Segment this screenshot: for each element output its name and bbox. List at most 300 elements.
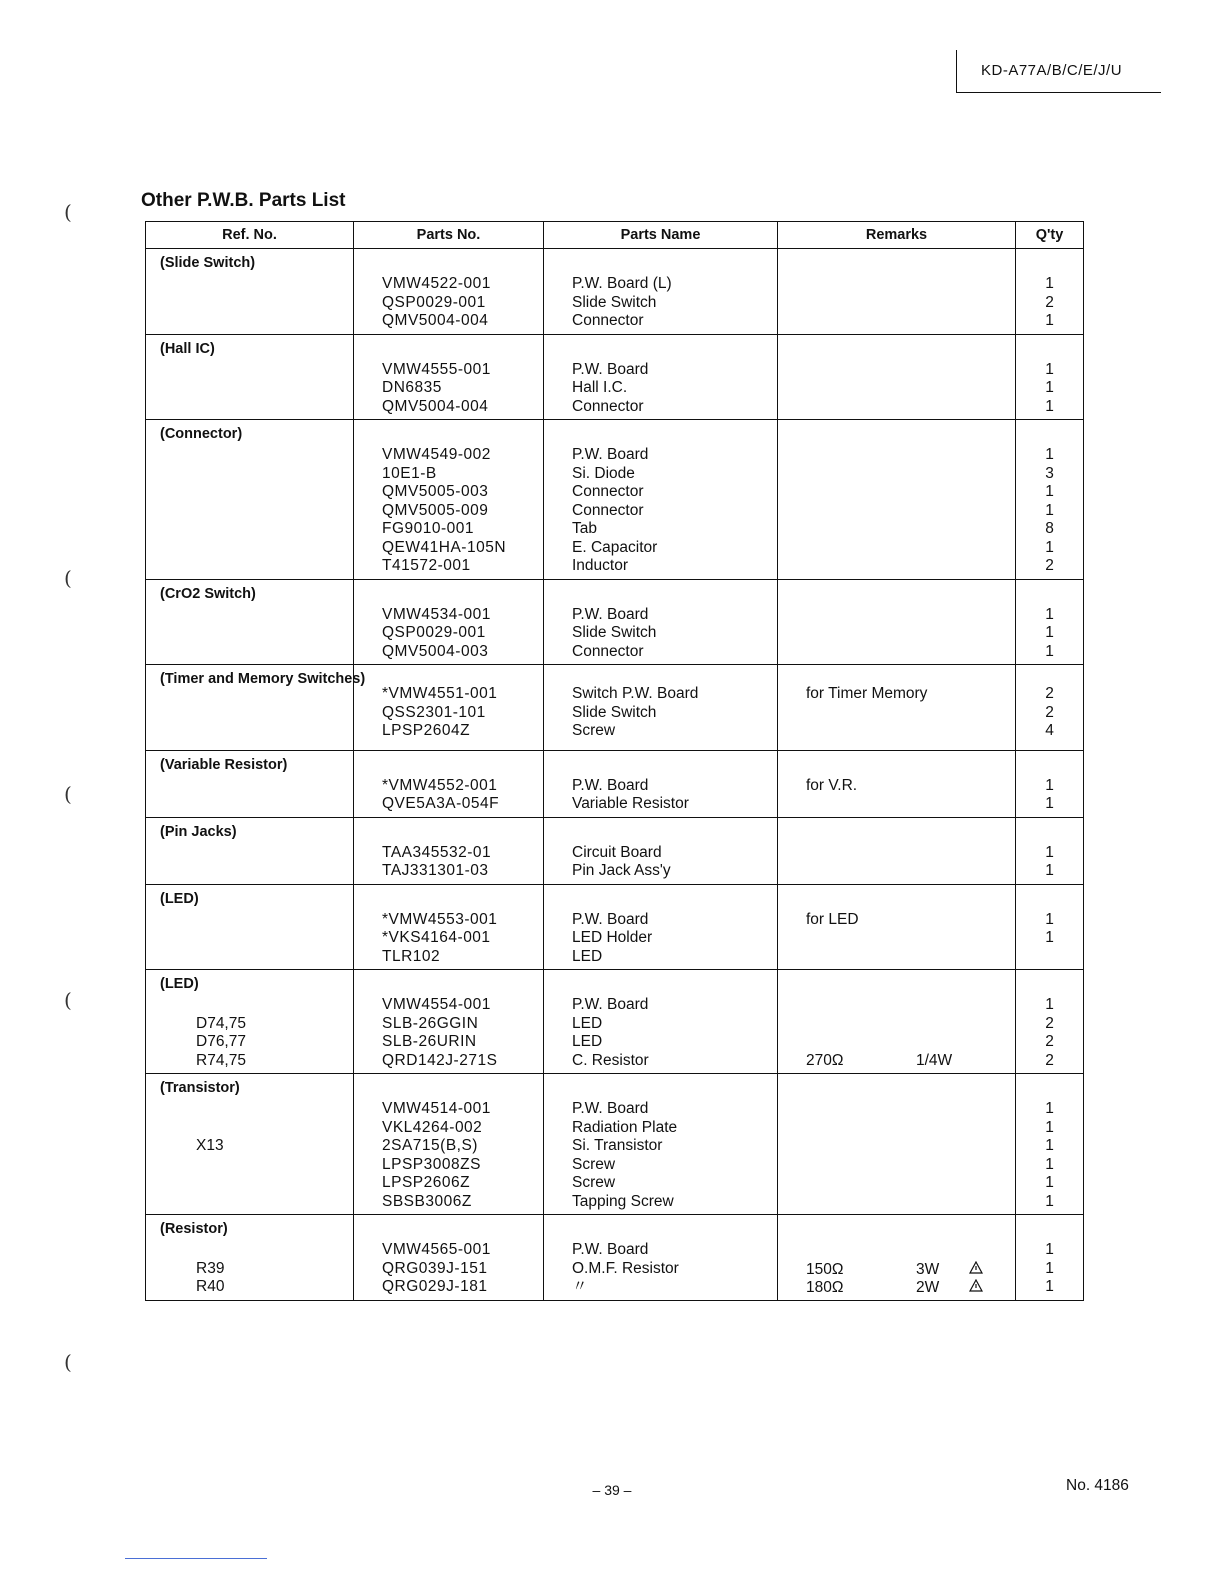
line-qty: 2 bbox=[1045, 1014, 1054, 1032]
remarks-cell bbox=[778, 970, 1016, 1074]
line-remarks bbox=[778, 361, 1015, 380]
line-ref-no bbox=[146, 361, 353, 380]
line-parts-no: TLR102 bbox=[382, 947, 441, 965]
line-parts-no: VMW4534-001 bbox=[382, 605, 491, 623]
line-parts-no: FG9010-001 bbox=[382, 520, 475, 537]
line-ref-no bbox=[146, 948, 353, 967]
ref-no-cell bbox=[146, 420, 354, 580]
line-qty: 1 bbox=[1045, 1278, 1054, 1295]
group-label: (LED) bbox=[160, 976, 199, 992]
group-label: (Resistor) bbox=[160, 1221, 228, 1237]
line-remarks bbox=[778, 275, 1015, 294]
parts-name-cell bbox=[544, 420, 778, 580]
line-parts-name: Screw bbox=[572, 722, 616, 739]
line-ref-no: X13 bbox=[196, 1137, 224, 1154]
qty-cell bbox=[1016, 817, 1084, 884]
line-remarks bbox=[778, 557, 1015, 576]
line-parts-no: T41572-001 bbox=[382, 557, 471, 574]
line-parts-no: *VKS4164-001 bbox=[382, 929, 491, 946]
line-ref-no bbox=[146, 275, 353, 294]
parts-name-cell bbox=[544, 1215, 778, 1301]
remarks-value: for Timer Memory bbox=[806, 685, 928, 702]
line-qty: 2 bbox=[1045, 293, 1054, 311]
qty-cell bbox=[1016, 249, 1084, 335]
line-remarks bbox=[778, 795, 1015, 814]
qty-cell bbox=[1016, 970, 1084, 1074]
remarks-value: 180Ω bbox=[806, 1279, 844, 1296]
line-parts-no: *VMW4552-001 bbox=[382, 776, 498, 794]
line-remarks bbox=[778, 862, 1015, 881]
line-ref-no bbox=[146, 398, 353, 417]
line-qty: 1 bbox=[1045, 1174, 1054, 1191]
line-qty: 1 bbox=[1045, 795, 1054, 812]
line-ref-no bbox=[146, 557, 353, 576]
line-parts-no: LPSP3008ZS bbox=[382, 1155, 481, 1173]
line-parts-name: LED bbox=[572, 1014, 603, 1032]
line-qty: 8 bbox=[1045, 520, 1054, 537]
line-parts-name: Switch P.W. Board bbox=[572, 685, 699, 702]
qty-cell bbox=[1016, 1074, 1084, 1215]
warning-triangle-icon bbox=[968, 1278, 984, 1297]
remarks-cell bbox=[778, 1074, 1016, 1215]
line-remarks bbox=[778, 722, 1015, 741]
line-parts-no: QSP0029-001 bbox=[382, 624, 486, 641]
line-remarks bbox=[778, 1052, 1015, 1071]
line-parts-name: Si. Transistor bbox=[572, 1137, 663, 1154]
line-remarks bbox=[778, 483, 1015, 502]
line-parts-name: P.W. Board bbox=[572, 1100, 649, 1117]
ref-no-cell bbox=[146, 750, 354, 817]
group-label: (Variable Resistor) bbox=[160, 756, 288, 773]
line-parts-name: Hall I.C. bbox=[572, 379, 628, 396]
line-qty: 2 bbox=[1045, 703, 1054, 721]
line-qty: 1 bbox=[1045, 1259, 1054, 1277]
line-qty: 1 bbox=[1045, 538, 1054, 556]
line-qty: 1 bbox=[1045, 776, 1054, 794]
model-number: KD-A77A/B/C/E/J/U bbox=[981, 62, 1123, 79]
line-remarks bbox=[778, 1033, 1015, 1052]
line-parts-no: QEW41HA-105N bbox=[382, 538, 507, 556]
parts-no-cell bbox=[354, 750, 544, 817]
line-qty: 2 bbox=[1045, 1051, 1054, 1069]
line-parts-no: QMV5004-003 bbox=[382, 642, 489, 660]
line-remarks bbox=[778, 844, 1015, 863]
table-row bbox=[146, 334, 1084, 420]
line-parts-name: P.W. Board bbox=[572, 996, 649, 1013]
ref-no-cell bbox=[146, 1215, 354, 1301]
line-qty: 1 bbox=[1045, 1118, 1054, 1136]
parts-name-cell bbox=[544, 970, 778, 1074]
line-ref-no bbox=[146, 1119, 353, 1138]
ref-no-cell bbox=[146, 249, 354, 335]
parts-name-cell bbox=[544, 750, 778, 817]
line-parts-no: VMW4565-001 bbox=[382, 1241, 491, 1258]
line-remarks bbox=[778, 1015, 1015, 1034]
parts-no-cell bbox=[354, 1215, 544, 1301]
group-label: (Timer and Memory Switches) bbox=[160, 671, 366, 687]
line-remarks bbox=[778, 502, 1015, 521]
line-qty: 1 bbox=[1045, 929, 1054, 946]
qty-cell bbox=[1016, 750, 1084, 817]
parts-name-cell bbox=[544, 579, 778, 665]
line-ref-no bbox=[146, 929, 353, 948]
line-parts-name: Si. Diode bbox=[572, 464, 635, 482]
line-parts-name: P.W. Board bbox=[572, 1241, 649, 1258]
remarks-value: for V.R. bbox=[806, 776, 858, 794]
line-remarks bbox=[778, 643, 1015, 662]
line-ref-no bbox=[146, 465, 353, 484]
line-qty: 1 bbox=[1045, 275, 1054, 292]
link-underline bbox=[125, 1558, 267, 1559]
line-ref-no: R40 bbox=[196, 1278, 225, 1295]
line-parts-name: 〃 bbox=[572, 1278, 588, 1295]
line-parts-name: O.M.F. Resistor bbox=[572, 1259, 679, 1277]
line-parts-name: Inductor bbox=[572, 557, 629, 574]
group-label: (CrO2 Switch) bbox=[160, 585, 256, 602]
line-remarks bbox=[778, 520, 1015, 539]
line-parts-no: QSS2301-101 bbox=[382, 703, 486, 721]
line-ref-no bbox=[146, 294, 353, 313]
group-label: (Pin Jacks) bbox=[160, 823, 237, 840]
page-number: – 39 – bbox=[592, 1482, 632, 1498]
line-parts-name: Connector bbox=[572, 397, 644, 415]
line-remarks bbox=[778, 465, 1015, 484]
line-parts-name: Screw bbox=[572, 1174, 616, 1191]
line-remarks bbox=[778, 911, 1015, 930]
table-row bbox=[146, 579, 1084, 665]
remarks-cell bbox=[778, 750, 1016, 817]
line-ref-no: R39 bbox=[196, 1259, 225, 1277]
line-parts-name: Connector bbox=[572, 312, 644, 329]
line-parts-no: QMV5004-004 bbox=[382, 312, 489, 329]
group-label: (Connector) bbox=[160, 426, 243, 442]
parts-table bbox=[145, 221, 1084, 1301]
line-parts-name: P.W. Board bbox=[572, 605, 649, 623]
line-remarks bbox=[778, 1100, 1015, 1119]
line-ref-no bbox=[146, 502, 353, 521]
group-label: (LED) bbox=[160, 890, 199, 907]
line-parts-name: Slide Switch bbox=[572, 624, 657, 641]
group-label: (Slide Switch) bbox=[160, 255, 256, 271]
line-qty: 1 bbox=[1045, 501, 1054, 519]
line-ref-no bbox=[146, 1193, 353, 1212]
line-remarks bbox=[778, 446, 1015, 465]
qty-cell bbox=[1016, 1215, 1084, 1301]
table-row bbox=[146, 884, 1084, 970]
remarks-value: 150Ω bbox=[806, 1260, 844, 1278]
line-remarks bbox=[778, 1260, 1015, 1279]
table-row bbox=[146, 970, 1084, 1074]
remarks-cell bbox=[778, 334, 1016, 420]
line-parts-name: Circuit Board bbox=[572, 843, 662, 861]
line-qty: 1 bbox=[1045, 1155, 1054, 1173]
document-number: No. 4186 bbox=[1066, 1477, 1129, 1494]
line-ref-no bbox=[146, 1241, 353, 1260]
warning-triangle-icon bbox=[968, 1260, 984, 1279]
line-parts-name: LED bbox=[572, 1033, 603, 1050]
line-parts-name: Slide Switch bbox=[572, 703, 657, 721]
line-parts-name: Radiation Plate bbox=[572, 1118, 678, 1136]
line-parts-no: 10E1-B bbox=[382, 464, 437, 482]
line-qty: 1 bbox=[1045, 605, 1054, 623]
line-ref-no bbox=[146, 777, 353, 796]
line-parts-name: Tab bbox=[572, 520, 597, 537]
parts-no-cell bbox=[354, 817, 544, 884]
line-qty: 1 bbox=[1045, 642, 1054, 660]
line-qty: 1 bbox=[1045, 910, 1054, 928]
line-qty: 1 bbox=[1045, 1192, 1054, 1210]
line-qty: 1 bbox=[1045, 312, 1054, 329]
line-ref-no bbox=[146, 728, 353, 747]
table-row bbox=[146, 665, 1084, 751]
binding-mark: ( bbox=[64, 200, 72, 224]
qty-cell bbox=[1016, 420, 1084, 580]
line-parts-no: 2SA715(B,S) bbox=[382, 1137, 478, 1154]
line-parts-name: P.W. Board bbox=[572, 776, 649, 794]
line-parts-no: QMV5005-009 bbox=[382, 501, 489, 519]
ref-no-cell bbox=[146, 817, 354, 884]
line-parts-no: VMW4522-001 bbox=[382, 275, 491, 292]
line-ref-no bbox=[146, 312, 353, 331]
line-qty: 1 bbox=[1045, 397, 1054, 415]
remarks-cell bbox=[778, 249, 1016, 335]
binding-mark: ( bbox=[64, 1350, 72, 1374]
line-ref-no bbox=[146, 483, 353, 502]
line-remarks bbox=[778, 1156, 1015, 1175]
header-parts-name: Parts Name bbox=[544, 222, 778, 249]
parts-no-cell bbox=[354, 334, 544, 420]
line-qty: 1 bbox=[1045, 360, 1054, 378]
line-remarks bbox=[778, 948, 1015, 967]
line-ref-no bbox=[146, 624, 353, 643]
parts-name-cell bbox=[544, 249, 778, 335]
parts-no-cell bbox=[354, 665, 544, 751]
line-parts-no: SBSB3006Z bbox=[382, 1192, 472, 1210]
line-parts-name: C. Resistor bbox=[572, 1051, 649, 1069]
line-qty: 1 bbox=[1045, 862, 1054, 879]
header-ref-no: Ref. No. bbox=[146, 222, 354, 249]
remarks-cell bbox=[778, 817, 1016, 884]
line-ref-no bbox=[146, 1100, 353, 1119]
line-parts-name: P.W. Board (L) bbox=[572, 275, 672, 292]
parts-name-cell bbox=[544, 884, 778, 970]
remarks-cell bbox=[778, 1215, 1016, 1301]
table-row bbox=[146, 420, 1084, 580]
group-label: (Transistor) bbox=[160, 1080, 240, 1096]
parts-no-cell bbox=[354, 1074, 544, 1215]
line-remarks bbox=[778, 996, 1015, 1015]
line-remarks bbox=[778, 379, 1015, 398]
line-qty: 1 bbox=[1045, 624, 1054, 641]
line-parts-no: VMW4514-001 bbox=[382, 1100, 491, 1117]
ref-no-cell bbox=[146, 970, 354, 1074]
line-remarks bbox=[778, 1193, 1015, 1212]
group-label: (Hall IC) bbox=[160, 340, 215, 357]
line-qty: 1 bbox=[1045, 1137, 1054, 1154]
line-qty: 1 bbox=[1045, 1100, 1054, 1117]
line-parts-name: Connector bbox=[572, 501, 644, 519]
line-ref-no bbox=[146, 795, 353, 814]
line-parts-no: QSP0029-001 bbox=[382, 293, 486, 311]
line-parts-no: QRG039J-151 bbox=[382, 1259, 488, 1277]
line-remarks bbox=[778, 624, 1015, 643]
parts-name-cell bbox=[544, 665, 778, 751]
line-ref-no bbox=[146, 446, 353, 465]
line-remarks bbox=[778, 929, 1015, 948]
page-title: Other P.W.B. Parts List bbox=[141, 190, 346, 211]
binding-mark: ( bbox=[64, 988, 72, 1012]
line-remarks bbox=[778, 539, 1015, 558]
remarks-cell bbox=[778, 884, 1016, 970]
wattage-spec: 3W bbox=[916, 1260, 940, 1278]
line-parts-no: VMW4554-001 bbox=[382, 996, 491, 1013]
line-remarks bbox=[778, 312, 1015, 331]
line-parts-no: *VMW4551-001 bbox=[382, 685, 498, 702]
line-ref-no bbox=[146, 862, 353, 881]
ref-no-cell bbox=[146, 665, 366, 751]
table-row bbox=[146, 1215, 1084, 1301]
line-remarks bbox=[778, 1174, 1015, 1193]
line-parts-no: VMW4555-001 bbox=[382, 360, 491, 378]
binding-mark: ( bbox=[64, 782, 72, 806]
ref-no-cell bbox=[146, 1074, 354, 1215]
line-ref-no bbox=[146, 520, 353, 539]
parts-no-cell bbox=[354, 579, 544, 665]
line-qty: 1 bbox=[1045, 446, 1054, 463]
model-box bbox=[956, 50, 1161, 93]
line-parts-name: Slide Switch bbox=[572, 293, 657, 311]
line-remarks bbox=[778, 704, 1015, 723]
line-ref-no bbox=[146, 911, 353, 930]
line-parts-no: QRG029J-181 bbox=[382, 1278, 488, 1295]
line-qty bbox=[1016, 948, 1083, 967]
line-qty: 1 bbox=[1045, 1241, 1054, 1258]
line-qty: 1 bbox=[1045, 483, 1054, 500]
line-parts-no: QMV5005-003 bbox=[382, 483, 489, 500]
line-remarks bbox=[778, 606, 1015, 625]
line-qty: 1 bbox=[1045, 996, 1054, 1013]
qty-cell bbox=[1016, 579, 1084, 665]
line-remarks bbox=[778, 1241, 1015, 1260]
line-parts-no: SLB-26GGIN bbox=[382, 1014, 479, 1032]
line-parts-no: QMV5004-004 bbox=[382, 397, 489, 415]
line-remarks bbox=[778, 294, 1015, 313]
line-qty: 2 bbox=[1045, 557, 1054, 574]
wattage-spec: 2W bbox=[916, 1279, 940, 1296]
line-parts-no: QVE5A3A-054F bbox=[382, 795, 500, 812]
line-remarks bbox=[778, 1278, 1015, 1297]
line-ref-no bbox=[146, 1174, 353, 1193]
line-remarks bbox=[778, 777, 1015, 796]
ref-no-cell bbox=[146, 884, 354, 970]
header-parts-no: Parts No. bbox=[354, 222, 544, 249]
line-remarks bbox=[778, 1119, 1015, 1138]
line-remarks bbox=[778, 398, 1015, 417]
line-remarks bbox=[778, 1137, 1015, 1156]
parts-no-cell bbox=[354, 884, 544, 970]
parts-name-cell bbox=[544, 817, 778, 884]
table-row bbox=[146, 817, 1084, 884]
wattage-spec: 1/4W bbox=[916, 1051, 953, 1069]
qty-cell bbox=[1016, 884, 1084, 970]
remarks-cell bbox=[778, 665, 1016, 751]
line-ref-no bbox=[146, 643, 353, 662]
line-qty: 4 bbox=[1045, 722, 1054, 739]
remarks-value: for LED bbox=[806, 910, 859, 928]
qty-cell bbox=[1016, 665, 1084, 751]
line-parts-name: LED bbox=[572, 947, 603, 965]
line-parts-no: TAJ331301-03 bbox=[382, 862, 489, 879]
line-parts-no: LPSP2606Z bbox=[382, 1174, 471, 1191]
line-parts-name: Connector bbox=[572, 483, 644, 500]
line-parts-no: VMW4549-002 bbox=[382, 446, 491, 463]
line-ref-no: R74,75 bbox=[196, 1051, 246, 1069]
line-parts-name: E. Capacitor bbox=[572, 538, 658, 556]
remarks-cell bbox=[778, 420, 1016, 580]
line-parts-name: P.W. Board bbox=[572, 446, 649, 463]
ref-no-cell bbox=[146, 334, 354, 420]
line-parts-no: VKL4264-002 bbox=[382, 1118, 483, 1136]
line-ref-no bbox=[146, 996, 353, 1015]
parts-no-cell bbox=[354, 249, 544, 335]
line-ref-no bbox=[146, 844, 353, 863]
line-parts-name: LED Holder bbox=[572, 929, 653, 946]
header-qty: Q'ty bbox=[1016, 222, 1084, 249]
parts-no-cell bbox=[354, 420, 544, 580]
line-parts-name: Pin Jack Ass'y bbox=[572, 862, 671, 879]
table-row bbox=[146, 1074, 1084, 1215]
header-remarks: Remarks bbox=[778, 222, 1016, 249]
line-parts-no: DN6835 bbox=[382, 379, 442, 396]
line-ref-no bbox=[146, 1156, 353, 1175]
line-qty: 3 bbox=[1045, 464, 1054, 482]
table-row bbox=[146, 249, 1084, 335]
line-ref-no bbox=[146, 710, 353, 729]
ref-no-cell bbox=[146, 579, 354, 665]
line-parts-no: QRD142J-271S bbox=[382, 1051, 498, 1069]
line-parts-no: TAA345532-01 bbox=[382, 843, 492, 861]
line-ref-no bbox=[146, 691, 353, 710]
line-parts-name: Variable Resistor bbox=[572, 795, 689, 812]
line-ref-no bbox=[146, 379, 353, 398]
parts-name-cell bbox=[544, 1074, 778, 1215]
table-row bbox=[146, 750, 1084, 817]
line-qty: 2 bbox=[1045, 685, 1054, 702]
remarks-value: 270Ω bbox=[806, 1051, 844, 1069]
line-ref-no bbox=[146, 606, 353, 625]
line-parts-name: P.W. Board bbox=[572, 360, 649, 378]
table-header-row bbox=[146, 222, 1084, 249]
line-parts-name: Tapping Screw bbox=[572, 1192, 674, 1210]
line-qty: 1 bbox=[1045, 843, 1054, 861]
line-remarks bbox=[778, 685, 1015, 704]
line-parts-name: Screw bbox=[572, 1155, 616, 1173]
line-qty: 1 bbox=[1045, 379, 1054, 396]
line-ref-no bbox=[146, 539, 353, 558]
parts-name-cell bbox=[544, 334, 778, 420]
line-parts-no: LPSP2604Z bbox=[382, 722, 471, 739]
line-ref-no: D76,77 bbox=[196, 1033, 246, 1050]
line-parts-no: *VMW4553-001 bbox=[382, 910, 498, 928]
remarks-cell bbox=[778, 579, 1016, 665]
parts-no-cell bbox=[354, 970, 544, 1074]
qty-cell bbox=[1016, 334, 1084, 420]
line-parts-name: P.W. Board bbox=[572, 910, 649, 928]
line-ref-no: D74,75 bbox=[196, 1014, 246, 1032]
binding-mark: ( bbox=[64, 566, 72, 590]
line-qty: 2 bbox=[1045, 1033, 1054, 1050]
line-parts-no: SLB-26URIN bbox=[382, 1033, 477, 1050]
